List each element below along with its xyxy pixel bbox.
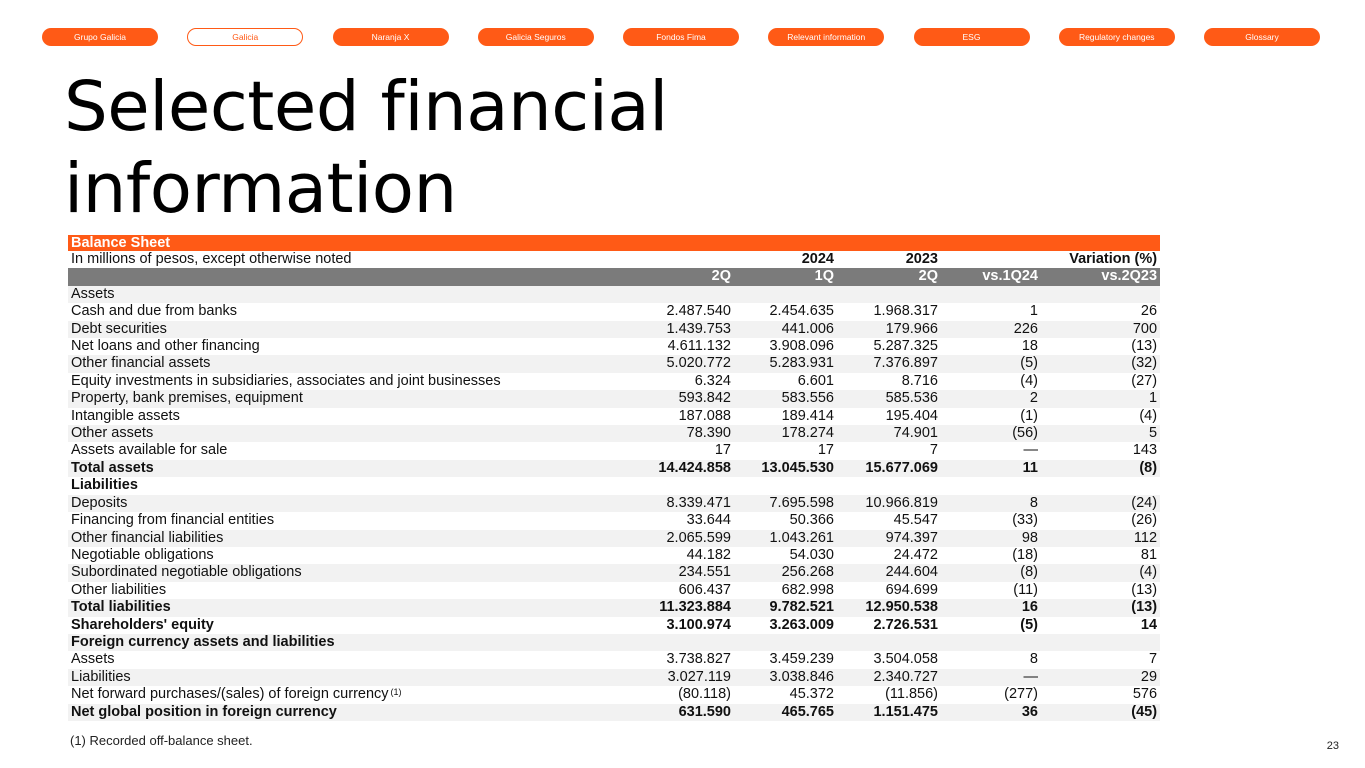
- table-cell: (33): [1012, 512, 1038, 529]
- row-label: [68, 477, 628, 494]
- period-header: 1Q: [734, 268, 837, 285]
- table-cell: (5): [1020, 616, 1038, 633]
- row-label-text: Other financial liabilities: [71, 529, 224, 546]
- table-cell: 16: [941, 599, 1041, 616]
- table-cell: 1.968.317: [873, 303, 938, 320]
- page-title: [64, 66, 668, 230]
- table-cell: 2.454.635: [769, 303, 834, 320]
- row-label: [68, 286, 628, 303]
- table-cell: (11): [1013, 581, 1038, 598]
- table-cell: 5: [1041, 425, 1160, 442]
- table-cell: [941, 286, 1041, 303]
- page-number: 23: [1326, 740, 1339, 752]
- balance-sheet-table: [68, 235, 1160, 721]
- table-cell: 5.287.325: [873, 338, 938, 355]
- table-row: [68, 686, 1160, 703]
- table-period-row: [68, 268, 1160, 285]
- table-cell: 7.376.897: [837, 355, 941, 372]
- row-label: [68, 408, 628, 425]
- row-label-text: Subordinated negotiable obligations: [71, 564, 302, 581]
- table-row: [68, 355, 1160, 372]
- table-cell: [837, 286, 941, 303]
- table-cell: 2: [941, 390, 1041, 407]
- table-cell: 26: [1140, 303, 1158, 320]
- table-cell: [1041, 634, 1160, 651]
- table-cell: 3.263.009: [769, 616, 834, 633]
- row-label: [68, 599, 628, 616]
- table-cell: 3.504.058: [873, 651, 938, 668]
- nav-tab-galicia-seguros[interactable]: Galicia Seguros: [478, 28, 594, 46]
- table-cell: 3.908.096: [769, 338, 834, 355]
- variation-header: Variation (%): [1069, 251, 1158, 267]
- table-cell: 256.268: [734, 564, 837, 581]
- table-title: Balance Sheet: [68, 235, 1160, 251]
- row-label-text: Liabilities: [71, 477, 138, 494]
- table-cell: 3.738.827: [666, 651, 731, 668]
- table-cell: —: [941, 669, 1041, 686]
- row-label: [68, 460, 628, 477]
- table-cell: 593.842: [628, 390, 734, 407]
- row-label-text: Assets: [71, 651, 115, 668]
- year-2024: 2024: [801, 251, 834, 267]
- table-cell: 54.030: [789, 546, 834, 563]
- table-cell: 45.547: [893, 512, 938, 529]
- row-label-text: Shareholders' equity: [71, 616, 214, 633]
- table-cell: (4): [1020, 372, 1038, 389]
- table-cell: 187.088: [678, 407, 731, 424]
- table-cell: 6.324: [694, 372, 731, 389]
- row-label: [68, 564, 628, 581]
- table-row: [68, 338, 1160, 355]
- table-cell: [734, 634, 837, 651]
- units-note: In millions of pesos, except otherwise noted: [71, 251, 352, 267]
- row-label: [68, 582, 628, 599]
- table-cell: 3.459.239: [769, 651, 834, 668]
- table-cell: (80.118): [678, 686, 731, 703]
- table-cell: [734, 286, 837, 303]
- table-row: [68, 704, 1160, 721]
- table-cell: 1: [1029, 303, 1038, 320]
- table-row: [68, 408, 1160, 425]
- table-cell: 10.966.819: [837, 495, 941, 512]
- table-cell: (1): [1020, 407, 1038, 424]
- nav-tab-naranja-x[interactable]: Naranja X: [333, 28, 449, 46]
- row-label-text: Net global position in foreign currency: [71, 703, 337, 720]
- table-cell: 576: [1132, 686, 1158, 703]
- row-label: [68, 512, 628, 529]
- table-cell: 2.487.540: [666, 303, 731, 320]
- table-row: [68, 582, 1160, 599]
- row-label-text: Total assets: [71, 459, 154, 476]
- row-label: [68, 355, 628, 372]
- table-cell: (4): [1041, 564, 1160, 581]
- table-cell: 44.182: [686, 546, 731, 563]
- table-cell: 4.611.132: [667, 338, 731, 355]
- table-cell: (56): [941, 425, 1041, 442]
- table-cell: (8): [1041, 460, 1160, 477]
- row-label-text: Intangible assets: [71, 407, 180, 424]
- table-cell: 2.340.727: [837, 669, 941, 686]
- period-header: 2Q: [837, 268, 941, 285]
- table-cell: 9.782.521: [734, 599, 837, 616]
- table-row: [68, 634, 1160, 651]
- row-label: [68, 303, 628, 320]
- table-cell: 98: [941, 530, 1041, 547]
- table-cell: —: [1023, 442, 1038, 459]
- row-label-text: Net forward purchases/(sales) of foreign currency: [71, 686, 389, 703]
- row-label: [68, 442, 628, 459]
- row-label: [68, 495, 628, 512]
- row-label-text: Cash and due from banks: [71, 303, 238, 320]
- table-cell: [734, 477, 837, 494]
- table-row: [68, 303, 1160, 320]
- table-cell: 7: [929, 442, 938, 459]
- row-label: [68, 321, 628, 338]
- table-cell: [941, 634, 1041, 651]
- table-row: [68, 477, 1160, 494]
- row-label: [68, 390, 628, 407]
- year-2023: 2023: [905, 251, 938, 267]
- table-cell: (24): [1041, 495, 1160, 512]
- table-cell: 14: [1140, 616, 1158, 633]
- table-cell: 631.590: [628, 704, 734, 721]
- table-cell: 36: [941, 704, 1041, 721]
- table-cell: 1.043.261: [734, 530, 837, 547]
- table-cell: (45): [1041, 704, 1160, 721]
- table-cell: 143: [1132, 442, 1158, 459]
- table-cell: (27): [1131, 372, 1158, 389]
- table-row: [68, 530, 1160, 547]
- row-label-text: Other financial assets: [71, 355, 211, 372]
- row-label: [68, 686, 628, 703]
- table-cell: 13.045.530: [734, 460, 837, 477]
- row-label: [68, 704, 628, 721]
- table-cell: [837, 477, 941, 494]
- page-title-line-2: information: [64, 149, 457, 229]
- table-row: [68, 495, 1160, 512]
- row-label-text: Equity investments in subsidiaries, associates and joint businesses: [71, 372, 501, 389]
- table-row: [68, 373, 1160, 390]
- table-cell: 700: [1041, 321, 1160, 338]
- table-cell: 234.551: [628, 564, 734, 581]
- table-row: [68, 547, 1160, 564]
- table-cell: [628, 477, 734, 494]
- table-cell: 78.390: [628, 425, 734, 442]
- table-cell: (32): [1041, 355, 1160, 372]
- table-cell: 8.716: [901, 372, 938, 389]
- table-cell: 5.283.931: [734, 355, 837, 372]
- row-label-text: Financing from financial entities: [71, 512, 275, 529]
- row-label-text: Assets available for sale: [71, 442, 228, 459]
- table-row: [68, 390, 1160, 407]
- row-label: [68, 338, 628, 355]
- row-label: [68, 547, 628, 564]
- row-label-text: Other liabilities: [71, 581, 167, 598]
- row-label-text: Foreign currency assets and liabilities: [71, 633, 335, 650]
- table-cell: 1.151.475: [837, 704, 941, 721]
- period-header: vs.2Q23: [1041, 268, 1160, 285]
- table-row: [68, 599, 1160, 616]
- row-label-text: Liabilities: [71, 668, 131, 685]
- nav-tab-grupo-galicia[interactable]: Grupo Galicia: [42, 28, 158, 46]
- table-row: [68, 442, 1160, 459]
- table-cell: 8.339.471: [628, 495, 734, 512]
- table-cell: (277): [1004, 686, 1038, 703]
- table-cell: 50.366: [789, 512, 834, 529]
- row-label: [68, 530, 628, 547]
- page-title-line-1: Selected financial: [64, 67, 668, 147]
- row-label-text: Deposits: [71, 494, 128, 511]
- row-label-text: Net loans and other financing: [71, 338, 260, 355]
- table-cell: 2.065.599: [628, 530, 734, 547]
- table-row: [68, 512, 1160, 529]
- table-cell: 585.536: [837, 390, 941, 407]
- table-cell: 606.437: [678, 581, 731, 598]
- footnote: (1) Recorded off-balance sheet.: [70, 733, 253, 748]
- table-cell: 29: [1041, 669, 1160, 686]
- table-cell: (18): [1012, 546, 1038, 563]
- table-cell: [628, 286, 734, 303]
- table-cell: 5.020.772: [628, 355, 734, 372]
- table-cell: 465.765: [734, 704, 837, 721]
- table-cell: 24.472: [893, 546, 938, 563]
- nav-tab-esg[interactable]: ESG: [914, 28, 1030, 46]
- table-cell: 11: [941, 460, 1041, 477]
- table-cell: (13): [1041, 599, 1160, 616]
- table-cell: 2.726.531: [873, 616, 938, 633]
- table-cell: 694.699: [885, 581, 938, 598]
- table-row: [68, 425, 1160, 442]
- table-title-row: [68, 235, 1160, 251]
- table-cell: 6.601: [797, 372, 834, 389]
- row-label: [68, 669, 628, 686]
- table-row: [68, 617, 1160, 634]
- table-cell: 7: [1148, 651, 1158, 668]
- table-cell: 1: [1041, 390, 1160, 407]
- table-year-row: [68, 251, 1160, 268]
- table-cell: (4): [1139, 407, 1158, 424]
- row-label: [68, 651, 628, 668]
- table-cell: 195.404: [885, 407, 938, 424]
- table-row: [68, 460, 1160, 477]
- table-cell: (13): [1131, 581, 1158, 598]
- row-label: [68, 373, 628, 390]
- period-spacer: [68, 268, 628, 285]
- table-cell: 18: [1021, 338, 1038, 355]
- nav-tab-relevant-information[interactable]: Relevant information: [768, 28, 884, 46]
- table-cell: (8): [941, 564, 1041, 581]
- period-header: 2Q: [628, 268, 734, 285]
- table-cell: 179.966: [837, 321, 941, 338]
- nav-tab-glossary[interactable]: Glossary: [1204, 28, 1320, 46]
- table-row: [68, 286, 1160, 303]
- row-label-text: Other assets: [71, 425, 154, 442]
- table-cell: 112: [1041, 530, 1160, 547]
- table-row: [68, 564, 1160, 581]
- table-cell: 33.644: [686, 512, 731, 529]
- table-cell: 74.901: [837, 425, 941, 442]
- table-cell: 189.414: [781, 407, 834, 424]
- table-cell: 226: [941, 321, 1041, 338]
- footnote-marker: (1): [390, 687, 402, 698]
- table-row: [68, 321, 1160, 338]
- row-label: [68, 617, 628, 634]
- table-cell: [1041, 477, 1160, 494]
- table-row: [68, 651, 1160, 668]
- table-cell: [941, 477, 1041, 494]
- table-cell: (13): [1131, 338, 1158, 355]
- row-label-text: Assets: [71, 285, 115, 302]
- row-label-text: Negotiable obligations: [71, 546, 214, 563]
- table-cell: [628, 634, 734, 651]
- period-header: vs.1Q24: [941, 268, 1041, 285]
- table-cell: 14.424.858: [628, 460, 734, 477]
- row-label: [68, 634, 628, 651]
- table-cell: 682.998: [781, 581, 834, 598]
- table-cell: 15.677.069: [837, 460, 941, 477]
- table-cell: 974.397: [837, 530, 941, 547]
- table-cell: 81: [1140, 546, 1158, 563]
- nav-tab-fondos-fima[interactable]: Fondos Fima: [623, 28, 739, 46]
- table-cell: 178.274: [734, 425, 837, 442]
- table-cell: 17: [714, 442, 731, 459]
- table-cell: 11.323.884: [628, 599, 734, 616]
- top-navigation: [42, 28, 1320, 46]
- table-cell: (5): [941, 355, 1041, 372]
- table-cell: 8: [1029, 651, 1038, 668]
- table-cell: 3.027.119: [628, 669, 734, 686]
- table-cell: [1041, 286, 1160, 303]
- table-cell: 45.372: [789, 686, 834, 703]
- table-cell: (11.856): [885, 686, 938, 703]
- table-cell: 244.604: [837, 564, 941, 581]
- table-cell: 8: [941, 495, 1041, 512]
- table-cell: 1.439.753: [628, 321, 734, 338]
- table-cell: 3.038.846: [734, 669, 837, 686]
- table-cell: 3.100.974: [666, 616, 731, 633]
- table-cell: [837, 634, 941, 651]
- row-label-text: Debt securities: [71, 320, 167, 337]
- table-cell: 12.950.538: [837, 599, 941, 616]
- row-label-text: Property, bank premises, equipment: [71, 390, 303, 407]
- nav-tab-regulatory-changes[interactable]: Regulatory changes: [1059, 28, 1175, 46]
- table-cell: 441.006: [734, 321, 837, 338]
- table-cell: 17: [817, 442, 834, 459]
- nav-tab-galicia[interactable]: Galicia: [187, 28, 303, 46]
- table-row: [68, 669, 1160, 686]
- table-cell: 583.556: [734, 390, 837, 407]
- row-label-text: Total liabilities: [71, 599, 171, 616]
- table-cell: 7.695.598: [734, 495, 837, 512]
- table-cell: (26): [1131, 512, 1158, 529]
- row-label: [68, 425, 628, 442]
